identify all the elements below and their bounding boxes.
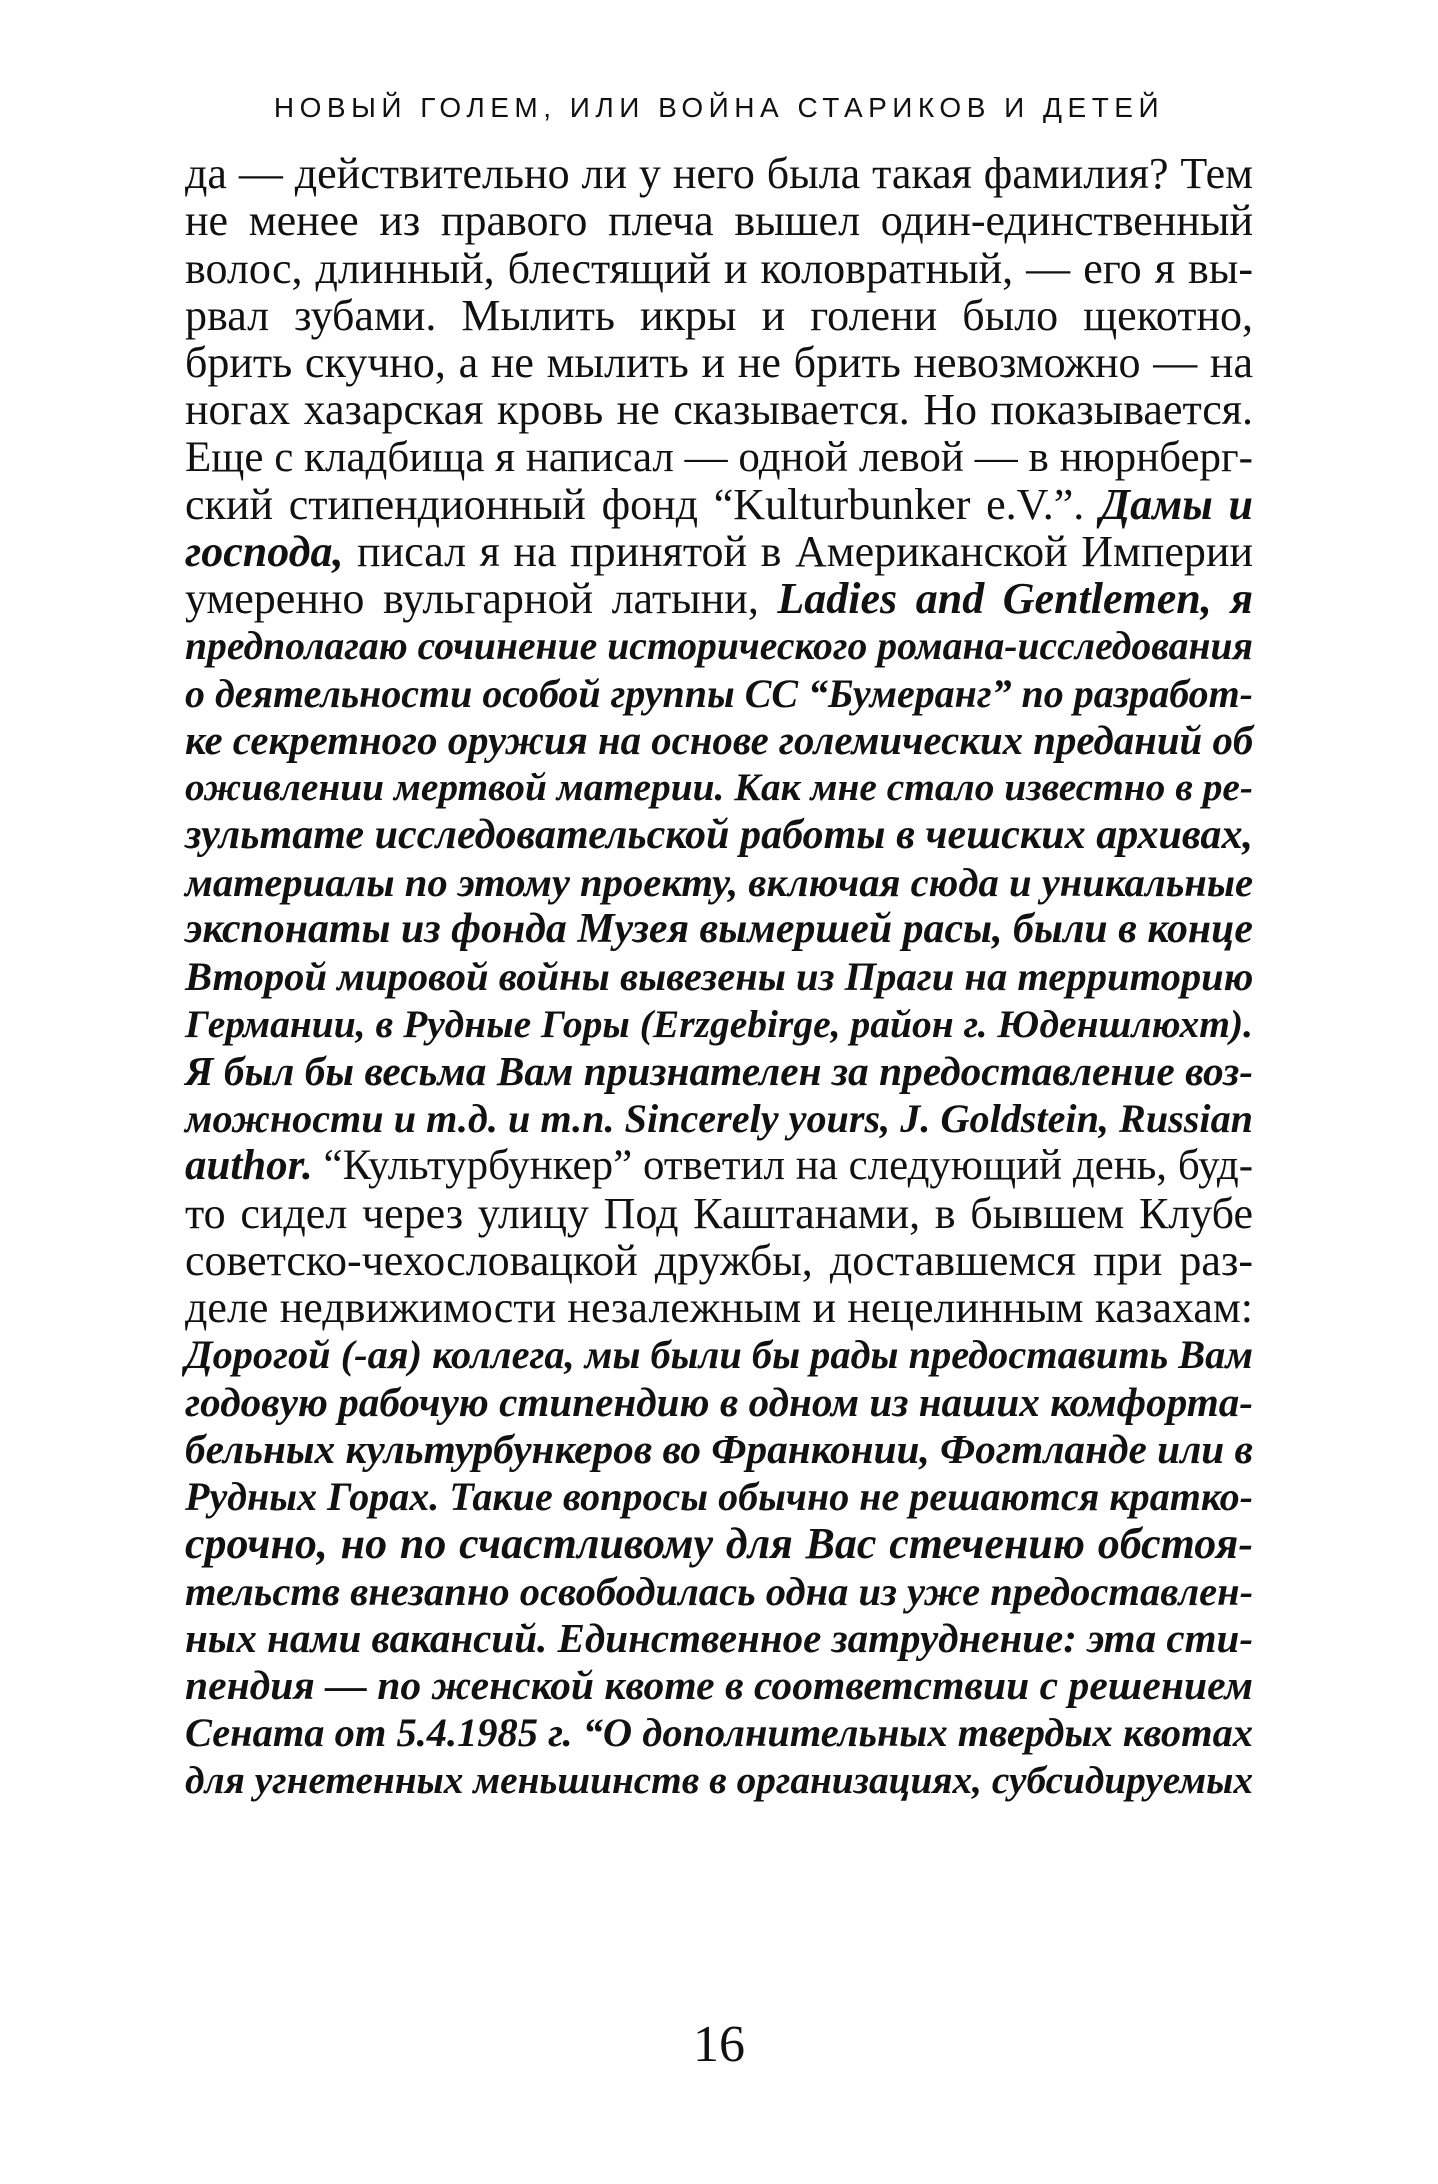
italic-run: author. bbox=[185, 1142, 313, 1190]
text-run: писал я на принятой в Американской Империи bbox=[343, 527, 1253, 576]
text-line: деле недвижимости незалежным и нецелинным казахам: bbox=[185, 1283, 1253, 1332]
italic-line: ных нами вакансий. Единственное затруднение: эта сти- bbox=[185, 1614, 1253, 1661]
running-header: НОВЫЙ ГОЛЕМ, ИЛИ ВОЙНА СТАРИКОВ И ДЕТЕЙ bbox=[273, 92, 1165, 123]
body-text bbox=[185, 150, 1253, 1804]
italic-line: для угнетенных меньшинств в организациях, субсидируемых bbox=[185, 1758, 1253, 1802]
italic-line: Германии, в Рудные Горы (Erzgebirge, район г. Юденшлюхт). bbox=[185, 1001, 1253, 1046]
text-run: умеренно вульгарной латыни, bbox=[185, 574, 778, 624]
italic-line: срочно, но по счастливому для Вас стечению обстоя- bbox=[185, 1519, 1253, 1569]
italic-line: годовую рабочую стипендию в одном из наших комфорта- bbox=[185, 1378, 1253, 1425]
italic-run: господа, bbox=[185, 527, 344, 576]
italic-line: тельств внезапно освободилась одна из уже предоставлен- bbox=[185, 1568, 1254, 1614]
italic-run: Дамы и bbox=[1100, 479, 1254, 529]
italic-line: пендия — по женской квоте в соответствии с решением bbox=[185, 1662, 1253, 1708]
italic-line: Второй мировой войны вывезены из Праги на территорию bbox=[185, 954, 1254, 1000]
italic-line: экспонаты из фонда Музея вымершей расы, были в конце bbox=[185, 906, 1253, 952]
italic-line: ке секретного оружия на основе големических преданий об bbox=[185, 718, 1254, 763]
text-line: волос, длинный, блестящий и коловратный, — его я вы- bbox=[185, 243, 1253, 293]
text-line: не менее из правого плеча вышел один-единственный bbox=[185, 196, 1253, 246]
text-line: советско-чехословацкой дружбы, доставшемся при раз- bbox=[185, 1235, 1253, 1285]
italic-line: оживлении мертвой материи. Как мне стало известно в ре- bbox=[185, 765, 1253, 810]
page-number: 16 bbox=[693, 2016, 745, 2073]
italic-line: Дорогой (-ая) коллега, мы были бы рады предоставить Вам bbox=[185, 1332, 1254, 1378]
text-line: ногах хазарская кровь не сказывается. Но показывается. bbox=[185, 385, 1253, 435]
text-line: брить скучно, а не мылить и не брить невозможно — на bbox=[185, 338, 1253, 387]
italic-line: о деятельности особой группы СС “Бумеранг” по разработ- bbox=[185, 670, 1253, 716]
italic-line: предполагаю сочинение исторического романа-исследования bbox=[185, 623, 1253, 668]
text-run: ский стипендионный фонд “Kulturbunker e.V.”. bbox=[185, 479, 1101, 529]
italic-line: Сената от 5.4.1985 г. “О дополнительных твердых квотах bbox=[185, 1710, 1253, 1756]
italic-line: бельных культурбункеров во Франконии, Фогтланде или в bbox=[185, 1425, 1253, 1472]
text-run: “Культурбункер” ответил на следующий день, буд- bbox=[312, 1142, 1253, 1190]
text-line bbox=[185, 481, 1253, 528]
text-line: рвал зубами. Мылить икры и голени было щекотно, bbox=[185, 290, 1253, 340]
text-line bbox=[185, 1142, 1253, 1189]
text-line: Еще с кладбища я написал — одной левой — в нюрнберг- bbox=[185, 433, 1253, 481]
italic-line: Я был бы весьма Вам признателен за предоставление воз- bbox=[185, 1047, 1253, 1094]
italic-line: Рудных Горах. Такие вопросы обычно не решаются кратко- bbox=[185, 1474, 1253, 1519]
text-line: то сидел через улицу Под Каштанами, в бывшем Клубе bbox=[185, 1188, 1253, 1238]
text-line: да — действительно ли у него была такая фамилия? Тем bbox=[185, 149, 1253, 198]
italic-line: можности и т.д. и т.п. Sincerely yours, J. Goldstein, Russian bbox=[185, 1096, 1253, 1141]
text-line bbox=[185, 575, 1253, 622]
text-line bbox=[185, 528, 1253, 575]
italic-line: материалы по этому проекту, включая сюда и уникальные bbox=[185, 859, 1254, 905]
italic-line: зультате исследовательской работы в чешских архивах, bbox=[185, 811, 1253, 858]
italic-run: Ladies and Gentlemen, я bbox=[777, 574, 1253, 624]
